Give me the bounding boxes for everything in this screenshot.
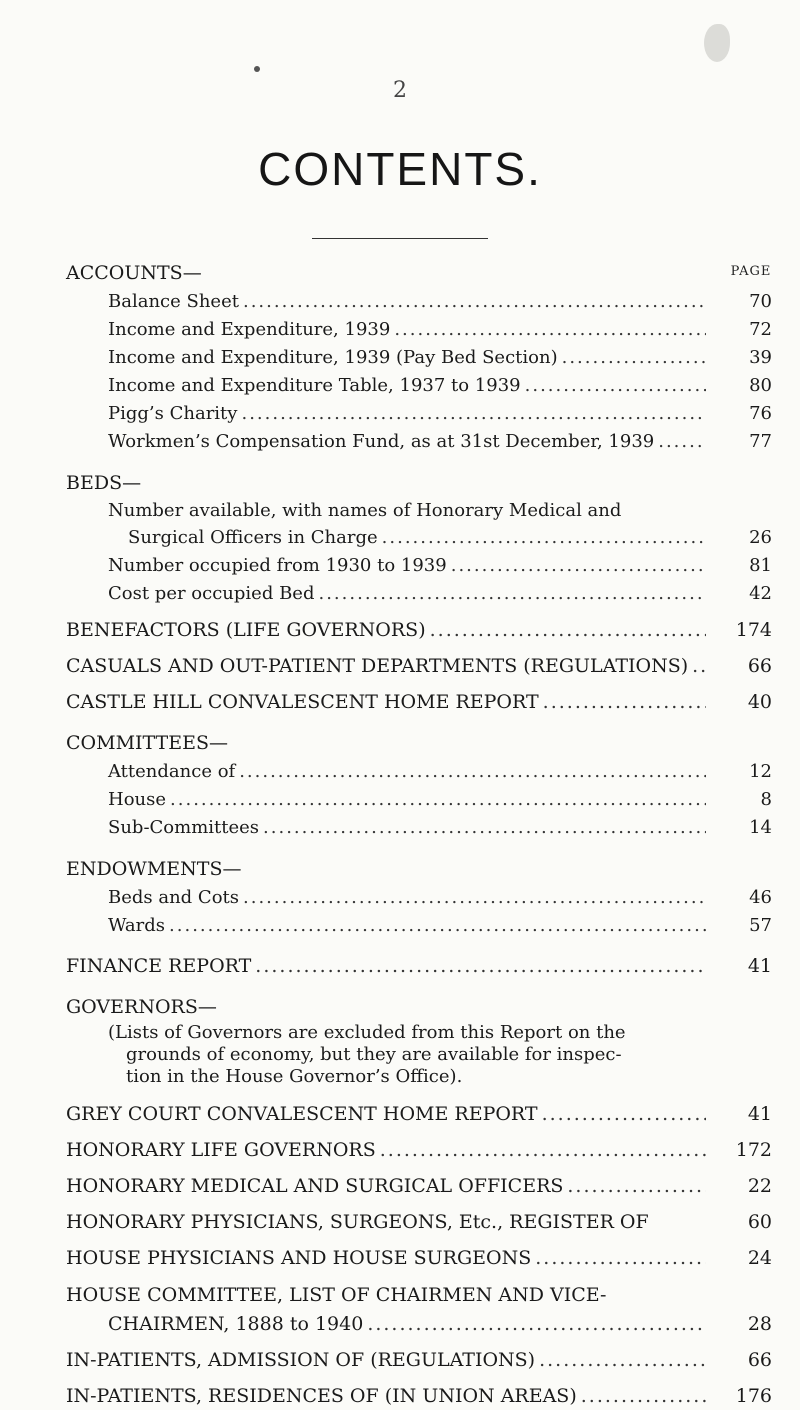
toc-entry-casuals: CASUALS AND OUT-PATIENT DEPARTMENTS (REGULATIONS) ..... 66 <box>66 652 780 680</box>
toc-entry-beds-0 <box>66 552 780 580</box>
contents-list <box>66 258 780 1410</box>
ink-dot <box>254 66 260 72</box>
toc-entry-page: 12 <box>749 761 772 782</box>
dot-leader <box>241 400 706 428</box>
dot-leader <box>243 884 706 912</box>
toc-entry-beds-1 <box>66 580 780 608</box>
accounts-items <box>66 288 780 456</box>
toc-entry-accounts-4 <box>66 400 780 428</box>
toc-entry-accounts-3 <box>66 372 780 400</box>
title-rule <box>312 238 488 239</box>
toc-entry-label: Cost per occupied Bed <box>108 583 315 604</box>
toc-entry-label: Income and Expenditure Table, 1937 to 1939 <box>108 375 521 396</box>
toc-entry-beds-available: Number available, with names of Honorary Medical and <box>108 500 622 521</box>
dot-leader <box>170 786 706 814</box>
toc-entry-label: Income and Expenditure, 1939 <box>108 319 391 340</box>
toc-entry-house-physicians: HOUSE PHYSICIANS AND HOUSE SURGEONS ..... 24 <box>66 1244 780 1272</box>
toc-entry-label: House <box>108 789 167 810</box>
toc-entry-page: 57 <box>749 915 772 936</box>
dot-leader <box>263 814 706 842</box>
toc-entry-honorary-medical: HONORARY MEDICAL AND SURGICAL OFFICERS ..... 22 <box>66 1172 780 1200</box>
dot-leader <box>243 288 706 316</box>
dot-leader <box>658 428 706 456</box>
toc-entry-label: Number occupied from 1930 to 1939 <box>108 555 447 576</box>
toc-entry-label: Income and Expenditure, 1939 (Pay Bed Section) <box>108 347 558 368</box>
page-corner-mark <box>704 24 730 62</box>
toc-entry-house-committee-line1: HOUSE COMMITTEE, LIST OF CHAIRMEN AND VICE- <box>66 1284 607 1306</box>
endowments-items <box>66 884 780 940</box>
toc-entry-label: Workmen’s Compensation Fund, as at 31st December, 1939 <box>108 431 655 452</box>
toc-entry-page: 42 <box>749 583 772 604</box>
toc-entry-page: 14 <box>749 817 772 838</box>
toc-entry-endowments-1 <box>66 912 780 940</box>
toc-entry-accounts-1 <box>66 316 780 344</box>
toc-entry-honorary-life-governors: HONORARY LIFE GOVERNORS ..... 172 <box>66 1136 780 1164</box>
toc-entry-label: Wards <box>108 915 166 936</box>
toc-entry-page: 81 <box>749 555 772 576</box>
section-heading-governors: GOVERNORS— <box>66 996 217 1018</box>
toc-entry-page: 72 <box>749 319 772 340</box>
toc-entry-endowments-0 <box>66 884 780 912</box>
toc-entry-grey-court: GREY COURT CONVALESCENT HOME REPORT ..... 41 <box>66 1100 780 1128</box>
toc-entry-accounts-0 <box>66 288 780 316</box>
section-heading-endowments: ENDOWMENTS— <box>66 858 242 880</box>
toc-entry-accounts-2 <box>66 344 780 372</box>
toc-entry-committees-2 <box>66 814 780 842</box>
toc-entry-page: 77 <box>749 431 772 452</box>
toc-entry-castle-hill: CASTLE HILL CONVALESCENT HOME REPORT ..... 40 <box>66 688 780 716</box>
toc-entry-label: Sub-Committees <box>108 817 260 838</box>
beds-items <box>66 552 780 608</box>
dot-leader <box>525 372 706 400</box>
toc-entry-page: 76 <box>749 403 772 424</box>
page-title: CONTENTS. <box>258 143 542 195</box>
toc-entry-in-patients-admission: IN-PATIENTS, ADMISSION OF (REGULATIONS) ..... 66 <box>66 1346 780 1374</box>
toc-entry-committees-1 <box>66 786 780 814</box>
page-number: 2 <box>393 78 407 103</box>
section-heading-accounts: ACCOUNTS— <box>66 262 202 284</box>
section-heading-beds: BEDS— <box>66 472 142 494</box>
dot-leader <box>318 580 706 608</box>
toc-entry-label: Balance Sheet <box>108 291 239 312</box>
toc-entry-beds-available-cont: Surgical Officers in Charge ..... 26 <box>66 524 780 552</box>
toc-entry-page: 46 <box>749 887 772 908</box>
toc-entry-page: 8 <box>760 789 772 810</box>
toc-entry-committees-0 <box>66 758 780 786</box>
governors-note: (Lists of Governors are excluded from this Report on the grounds of economy, but they are available for inspec- tion in the House Governor’s Office). <box>108 1022 626 1087</box>
dot-leader <box>451 552 706 580</box>
toc-entry-label: Attendance of <box>108 761 236 782</box>
toc-entry-in-patients-residences: IN-PATIENTS, RESIDENCES OF (IN UNION AREAS) ..... 176 <box>66 1382 780 1410</box>
toc-entry-house-committee: CHAIRMEN, 1888 to 1940 ..... 28 <box>66 1310 780 1338</box>
toc-entry-label: Beds and Cots <box>108 887 240 908</box>
dot-leader <box>239 758 706 786</box>
page-column-label: PAGE <box>730 264 772 279</box>
toc-entry-benefactors: BENEFACTORS (LIFE GOVERNORS) ..... 174 <box>66 616 780 644</box>
toc-entry-label: Pigg’s Charity <box>108 403 238 424</box>
section-heading-committees: COMMITTEES— <box>66 732 228 754</box>
toc-entry-honorary-physicians: HONORARY PHYSICIANS, SURGEONS, Etc., REGISTER OF 60 <box>66 1211 772 1233</box>
dot-leader <box>169 912 706 940</box>
toc-entry-finance: FINANCE REPORT ..... 41 <box>66 952 780 980</box>
dot-leader <box>562 344 706 372</box>
toc-entry-page: 39 <box>749 347 772 368</box>
committees-items <box>66 758 780 842</box>
toc-entry-page: 70 <box>749 291 772 312</box>
toc-entry-accounts-5 <box>66 428 780 456</box>
toc-entry-page: 80 <box>749 375 772 396</box>
dot-leader <box>394 316 706 344</box>
